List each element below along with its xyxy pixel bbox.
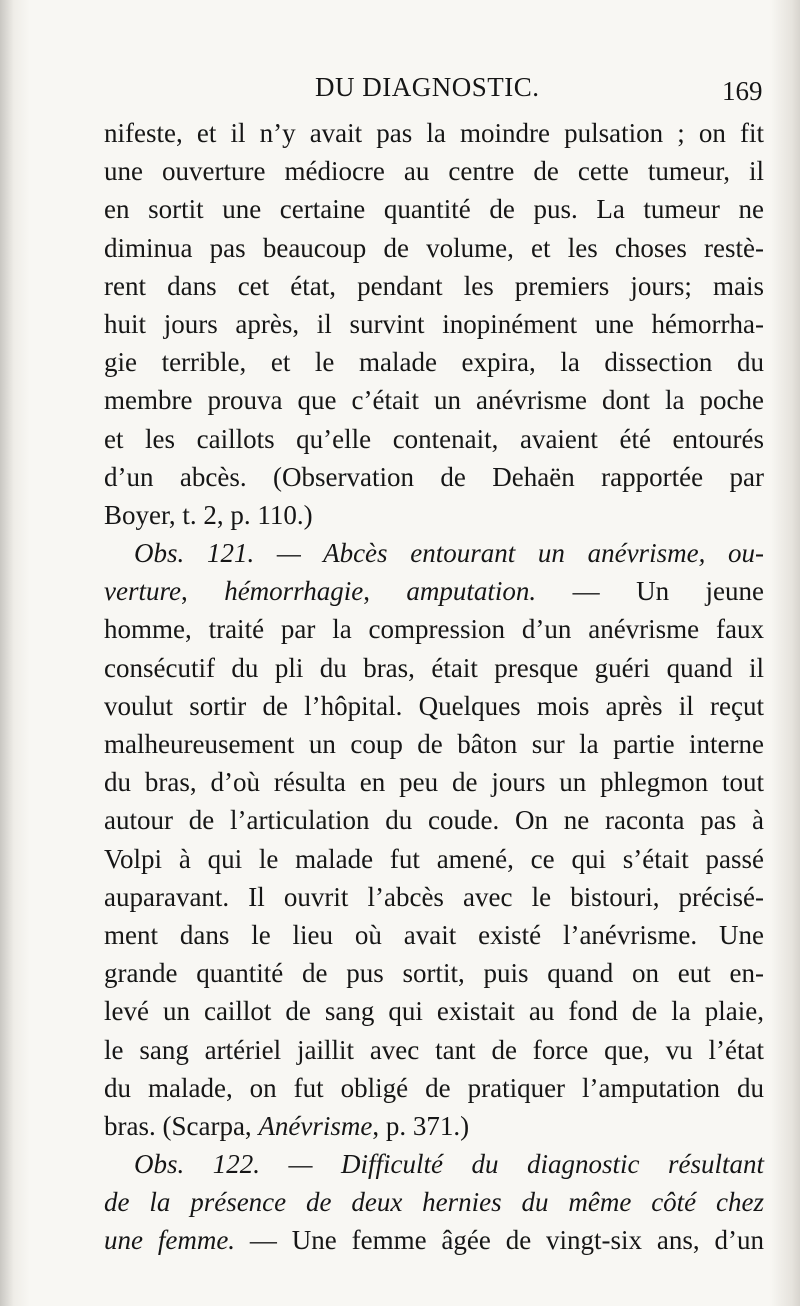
text-line: d’un abcès. (Observation de Dehaën rapportée par	[104, 461, 764, 492]
observation-heading: Obs. 121. — Abcès entourant un anévrisme, ou-	[134, 538, 764, 569]
text-line: voulut sortir de l’hôpital. Quelques mois après il reçut	[104, 690, 764, 721]
text-line: verture, hémorrhagie, amputation. — Un jeune	[104, 576, 765, 607]
text-line: autour de l’articulation du coude. On ne raconta pas à	[104, 805, 764, 836]
text-line: une femme. — Une femme âgée de vingt-six ans, d’un	[104, 1225, 764, 1256]
text-line: homme, traité par la compression d’un anévrisme faux	[104, 614, 764, 645]
text-line: Boyer, t. 2, p. 110.)	[104, 499, 313, 530]
observation-heading: Obs. 122. — Difficulté du diagnostic résultant	[134, 1149, 764, 1180]
text-line: grande quantité de pus sortit, puis quand on eut en-	[104, 958, 764, 989]
text-line: diminua pas beaucoup de volume, et les choses restè-	[104, 232, 764, 263]
text-line: et les caillots qu’elle contenait, avaient été entourés	[104, 423, 764, 454]
text-line: rent dans cet état, pendant les premiers jours; mais	[104, 270, 764, 301]
text-line: malheureusement un coup de bâton sur la partie interne	[104, 729, 764, 759]
text-line: en sortit une certaine quantité de pus. La tumeur ne	[104, 194, 764, 225]
text-line: auparavant. Il ouvrit l’abcès avec le bistouri, précisé-	[104, 881, 764, 912]
text-line: du malade, on fut obligé de pratiquer l’amputation du	[104, 1072, 764, 1103]
text-line: bras. (Scarpa, Anévrisme, p. 371.)	[104, 1110, 470, 1141]
body-text	[104, 114, 764, 1260]
text-line: huit jours après, il survint inopinément une hémorrha-	[104, 308, 764, 339]
text-line: membre prouva que c’était un anévrisme dont la poche	[104, 385, 764, 416]
text-line: consécutif du pli du bras, était presque guéri quand il	[104, 652, 764, 683]
text-line: ment dans le lieu où avait existé l’anévrisme. Une	[104, 919, 764, 950]
page-header	[0, 70, 800, 110]
text-line: du bras, d’où résulta en peu de jours un phlegmon tout	[104, 767, 764, 798]
text-line: de la présence de deux hernies du même côté chez	[104, 1187, 764, 1218]
text-line: le sang artériel jaillit avec tant de force que, vu l’état	[104, 1034, 764, 1065]
running-title: DU DIAGNOSTIC.	[315, 72, 540, 102]
page-number: 169	[722, 76, 763, 106]
text-line: nifeste, et il n’y avait pas la moindre pulsation ; on fit	[104, 118, 764, 148]
text-line: Volpi à qui le malade fut amené, ce qui s’était passé	[104, 843, 764, 874]
text-line: une ouverture médiocre au centre de cette tumeur, il	[104, 156, 764, 187]
text-line: gie terrible, et le malade expira, la dissection du	[104, 347, 764, 378]
text-line: levé un caillot de sang qui existait au fond de la plaie,	[104, 996, 764, 1027]
